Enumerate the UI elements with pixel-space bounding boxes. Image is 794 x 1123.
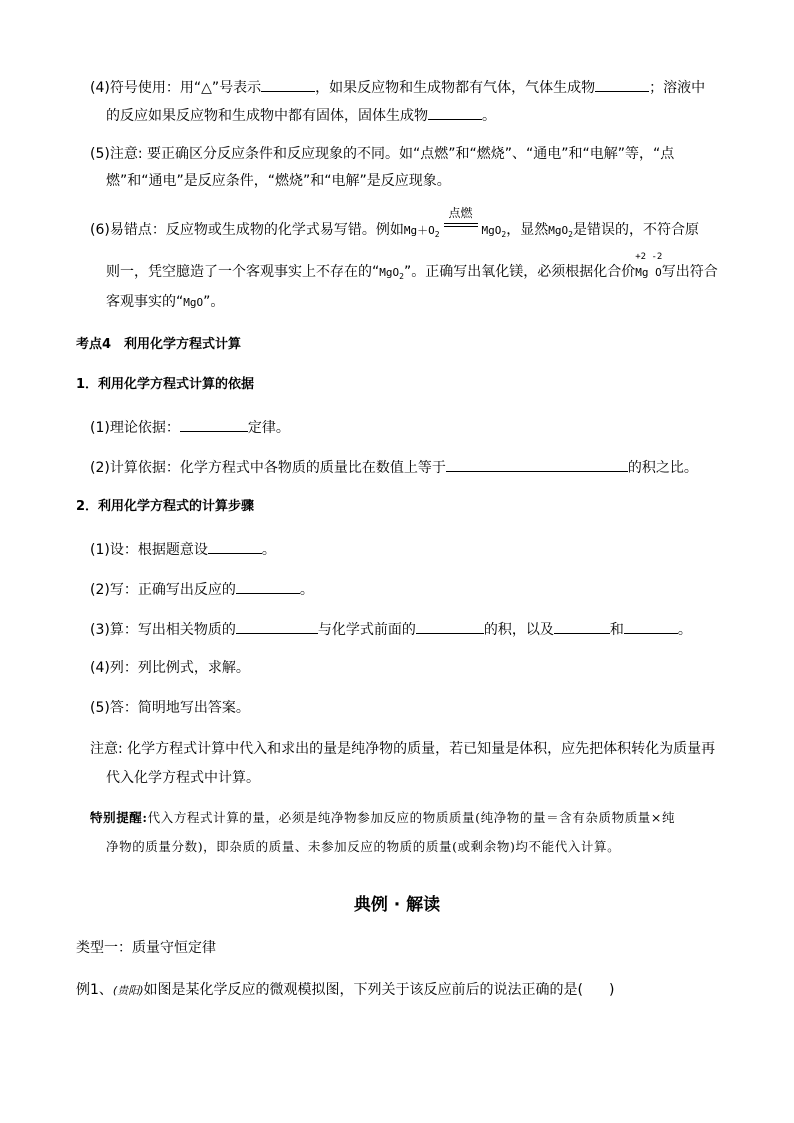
fill-blank[interactable] <box>236 618 318 634</box>
wrong-formula: MgO$_2$ <box>548 224 573 240</box>
item-4-text-b: ，如果反应物和生成物都有气体，气体生成物 <box>315 80 596 96</box>
item-6-text-d: 是错误的，不符合原 <box>572 222 699 238</box>
s2-item-2-text-a: (2)写：正确写出反应的 <box>90 582 236 598</box>
s1-item-2-text-b: 的积之比。 <box>627 460 698 476</box>
item-6-text-c: ，显然 <box>506 222 549 238</box>
item-6-text-f: ”。正确写出氧化镁，必须根据化合价 <box>403 264 636 280</box>
fill-blank[interactable] <box>180 416 248 432</box>
example-1-question <box>76 980 614 1001</box>
item-6-text-g: 写出符合 <box>661 264 718 280</box>
item-6-text-e: 则一，凭空臆造了一个客观事实上不存在的“ <box>106 264 380 280</box>
item-6-text-a: (6)易错点：反应物或生成物的化学式易写错。例如 <box>90 222 404 238</box>
s2-item-3-text-e: 。 <box>677 622 692 638</box>
reaction-condition: 点燃 <box>448 206 473 220</box>
s2-item-3-text-b: 与化学式前面的 <box>317 622 416 638</box>
equation-product: MgO$_2$ <box>481 224 507 240</box>
item-5-line2: 燃”和“通电”是反应条件，“燃烧”和“电解”是反应现象。 <box>106 173 451 189</box>
fill-blank[interactable] <box>624 618 678 634</box>
s2-item-3-text-d: 和 <box>609 622 624 638</box>
item-6-line3 <box>106 292 224 313</box>
item-4-text-c: ；溶液中 <box>649 80 706 96</box>
fill-blank[interactable] <box>236 578 300 594</box>
valence-formula: +2 -2 Mg O <box>635 263 662 283</box>
reaction-arrow <box>444 206 478 240</box>
item-4-text-d: 的反应如果反应物和生成物中都有固体，固体生成物 <box>106 108 428 124</box>
tip-text-1: 代入方程式计算的量，必须是纯净物参加反应的物质质量(纯净物的量＝含有杂质物质量×纯 <box>147 810 676 825</box>
s1-item-1-text-a: (1)理论依据： <box>90 420 180 436</box>
item-6-text-h: 客观事实的“ <box>106 294 184 310</box>
s2-item-1-text-a: (1)设：根据题意设 <box>90 542 208 558</box>
s2-item-1 <box>90 538 276 560</box>
s2-item-3-text-a: (3)算：写出相关物质的 <box>90 622 236 638</box>
note-line1: 注意: 化学方程式计算中代入和求出的量是纯净物的质量，若已知量是体积，应先把体积转化为质量再 <box>90 741 716 757</box>
example-1-source: (贵阳) <box>112 984 144 997</box>
fill-blank[interactable] <box>208 538 262 554</box>
subsection-title-2: 2．利用化学方程式的计算步骤 <box>76 499 255 514</box>
fill-blank[interactable] <box>595 76 649 92</box>
s2-item-3 <box>90 618 692 640</box>
example-1-close-paren: ) <box>608 982 615 998</box>
fill-blank[interactable] <box>416 618 484 634</box>
s2-item-2-text-b: 。 <box>299 582 314 598</box>
item-6-text-i: ”。 <box>203 294 225 310</box>
equation-reactants: $Mg+O_2$ <box>403 224 440 240</box>
item-4-line1 <box>90 76 705 98</box>
example-1-text: 如图是某化学反应的微观模拟图，下列关于该反应前后的说法正确的是( <box>143 982 583 998</box>
item-4-text-a: (4)符号使用：用“△”号表示 <box>90 80 262 96</box>
s1-item-1-text-b: 定律。 <box>247 420 290 436</box>
tip-line1 <box>90 808 675 828</box>
fill-blank[interactable] <box>428 104 482 120</box>
s2-item-1-text-b: 。 <box>261 542 276 558</box>
example-1-number: 例1、 <box>76 982 113 998</box>
correct-formula: MgO <box>183 296 204 309</box>
s2-item-2 <box>90 578 314 600</box>
fill-blank[interactable] <box>261 76 315 92</box>
s2-item-3-text-c: 的积，以及 <box>483 622 554 638</box>
tip-label: 特别提醒: <box>90 810 148 825</box>
s1-item-2-text-a: (2)计算依据：化学方程式中各物质的质量比在数值上等于 <box>90 460 446 476</box>
note-line2: 代入化学方程式中计算。 <box>106 770 260 786</box>
subsection-title-1: 1．利用化学方程式计算的依据 <box>76 377 255 392</box>
item-5-line1: (5)注意: 要正确区分反应条件和反应现象的不同。如“点燃”和“燃烧”、“通电”和“电解”等，“点 <box>90 146 675 162</box>
fill-blank[interactable] <box>446 456 628 472</box>
section-title-kaodian4: 考点4 利用化学方程式计算 <box>76 337 242 352</box>
fill-blank[interactable] <box>554 618 610 634</box>
s2-item-5: (5)答：简明地写出答案。 <box>90 700 250 716</box>
s2-item-4: (4)列：列比例式，求解。 <box>90 660 250 676</box>
s1-item-2 <box>90 456 698 478</box>
item-6-line1 <box>90 206 699 245</box>
valence-marks: +2 -2 <box>635 252 663 262</box>
wrong-formula: MgO$_2$ <box>379 266 404 282</box>
tip-line2: 净物的质量分数)，即杂质的质量、未参加反应的物质的质量(或剩余物)均不能代入计算。 <box>106 839 621 854</box>
s1-item-1 <box>90 416 290 438</box>
section-heading: 典例 · 解读 <box>353 895 441 915</box>
item-4-text-e: 。 <box>482 108 496 124</box>
type-1-label: 类型一：质量守恒定律 <box>76 940 216 956</box>
item-6-line2 <box>106 252 718 287</box>
item-4-line2 <box>106 104 496 126</box>
